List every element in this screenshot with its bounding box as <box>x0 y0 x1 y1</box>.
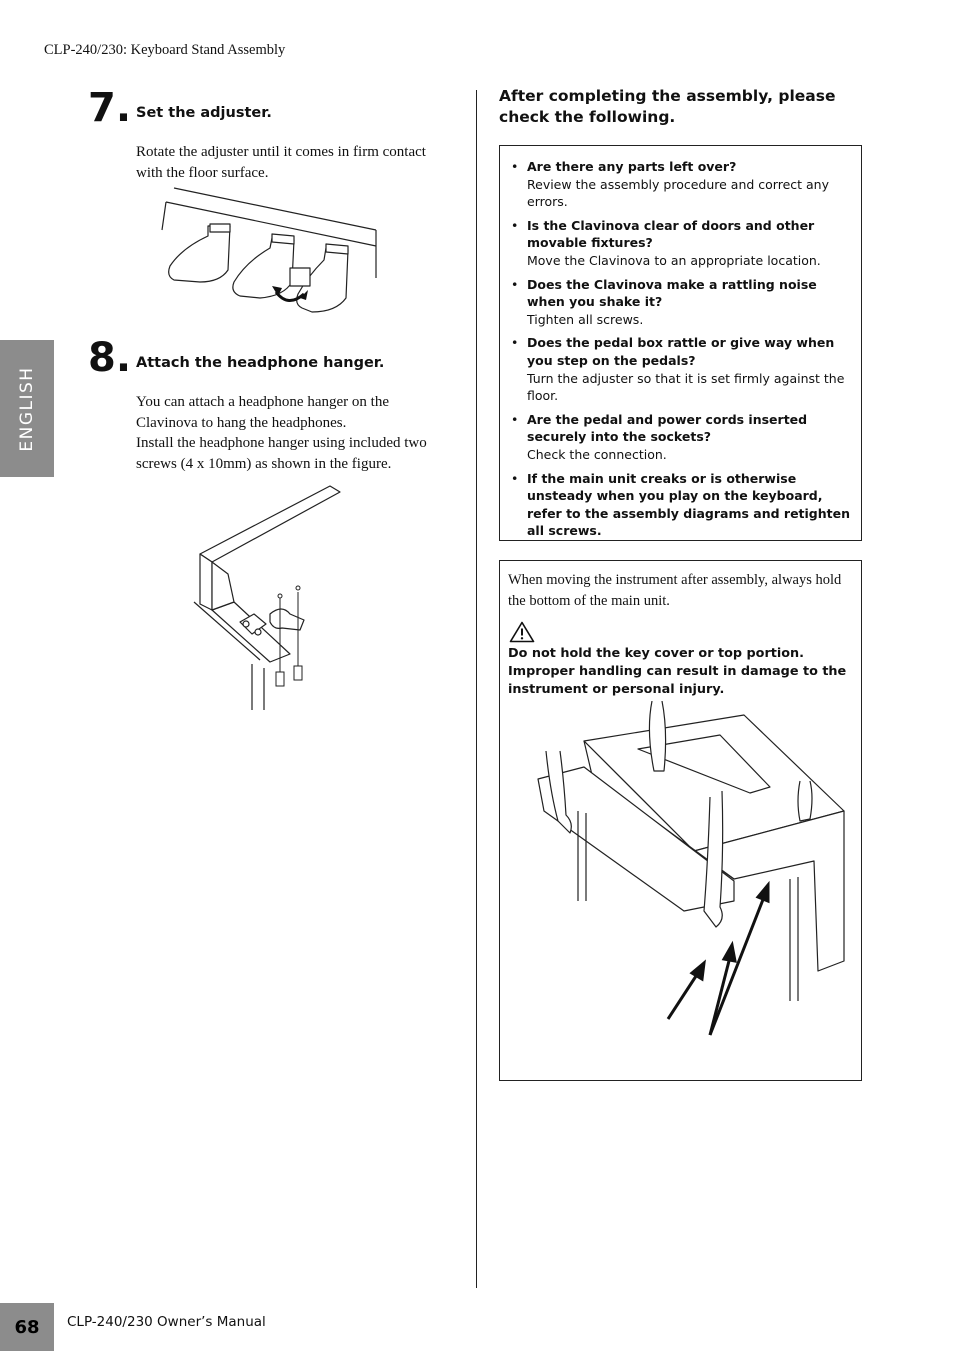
checklist-question: • Are the pedal and power cords inserted securely into the sockets? <box>527 411 808 445</box>
step-8-text-line-2: Install the headphone hanger using included two screws (4 x 10mm) as shown in the figure. <box>136 435 427 472</box>
checklist-question: • Does the Clavinova make a rattling noise when you shake it? <box>527 276 817 310</box>
headphone-hanger-illustration <box>190 484 370 714</box>
running-header: CLP-240/230: Keyboard Stand Assembly <box>44 42 286 58</box>
checklist-answer: Tighten all screws. <box>527 311 644 327</box>
checklist-answer: Check the connection. <box>527 446 667 462</box>
checklist-item <box>510 158 851 211</box>
checklist-question: • If the main unit creaks or is otherwise unsteady when you play on the keyboard, refer to the assembly diagrams and retighten all screws. <box>527 470 851 539</box>
checklist-item <box>510 334 851 404</box>
step-8-title: Attach the headphone hanger. <box>136 355 385 371</box>
footer-manual-title: CLP-240/230 Owner’s Manual <box>67 1314 266 1330</box>
checklist-item <box>510 276 851 329</box>
step-7-text: Rotate the adjuster until it comes in firm contact with the floor surface. <box>136 144 426 181</box>
caution-text: When moving the instrument after assembly, always hold the bottom of the main unit. <box>508 572 842 609</box>
checklist <box>500 146 861 540</box>
checklist-heading: After completing the assembly, please check the following. <box>499 87 836 126</box>
checklist-question: • Are there any parts left over? <box>527 159 737 174</box>
checklist-question: • Is the Clavinova clear of doors and other movable fixtures? <box>527 217 815 251</box>
page-number: 68 <box>14 1316 40 1338</box>
language-tab-label: ENGLISH <box>17 365 37 452</box>
checklist-item <box>510 217 851 270</box>
checklist-question: • Does the pedal box rattle or give way when you step on the pedals? <box>527 335 835 368</box>
pedal-adjuster-illustration <box>160 186 390 316</box>
language-tab <box>0 340 54 477</box>
checklist-answer: Move the Clavinova to an appropriate location. <box>527 252 821 268</box>
step-8-text-line-1: You can attach a headphone hanger on the Clavinova to hang the headphones. <box>136 394 389 431</box>
column-divider <box>476 90 477 1288</box>
warning-text: Do not hold the key cover or top portion. Improper handling can result in damage to the instrument or personal injury. <box>508 646 847 697</box>
caution-box <box>499 560 862 1081</box>
step-7-number: 7. <box>88 85 132 131</box>
warning-triangle-icon <box>509 621 535 643</box>
checklist-box <box>499 145 862 541</box>
checklist-item <box>510 411 851 464</box>
page-number-box <box>0 1303 54 1351</box>
checklist-answer: Review the assembly procedure and correct any errors. <box>527 176 829 210</box>
step-8-number: 8. <box>88 335 132 381</box>
checklist-answer: Turn the adjuster so that it is set firmly against the floor. <box>527 370 845 404</box>
step-8-text <box>136 392 454 474</box>
step-7-title: Set the adjuster. <box>136 105 272 121</box>
carrying-instrument-illustration <box>534 701 852 1051</box>
checklist-item <box>510 470 851 540</box>
